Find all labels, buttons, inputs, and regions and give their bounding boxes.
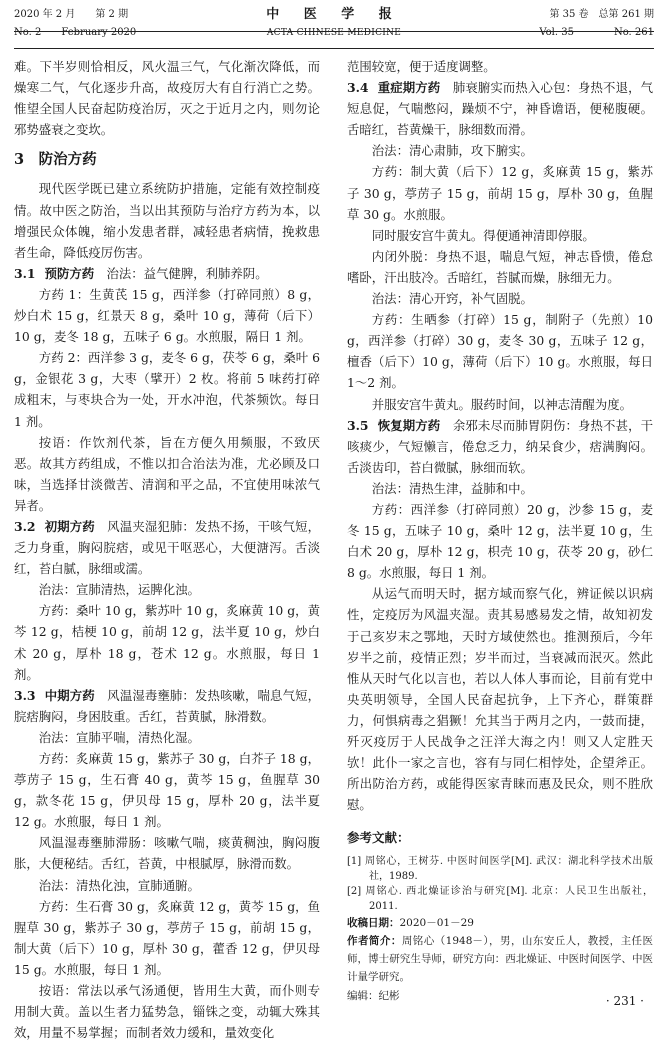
formula-text: 方药：生石膏 30 g，炙麻黄 12 g，黄芩 15 g，鱼腥草 30 g，紫苏子 30 g，葶苈子 15 g，前胡 15 g，制大黄（后下）10 g，厚朴 30 g，藿香 12 g，伊贝母 15 g。水煎服，每日 1 剂。 xyxy=(14,898,320,977)
formula-text: 方药：制大黄（后下）12 g，炙麻黄 15 g，紫苏子 30 g，葶苈子 15 g，前胡 15 g，厚朴 30 g，鱼腥草 30 g。水煎服。 xyxy=(347,164,653,222)
method-text: 治法：宣肺清热，运脾化浊。 xyxy=(38,582,200,598)
formula-1: 方药 1：生黄芪 15 g，西洋参（打碎同煎）8 g，炒白术 15 g，红景天 8 g，桑叶 10 g，薄荷（后下）10 g，麦冬 18 g，五味子 6 g。水煎服，隔日 1 剂。 xyxy=(14,286,320,345)
formula-text: 方药：炙麻黄 15 g，紫苏子 30 g，白芥子 18 g，葶苈子 15 g，生石膏 40 g，黄芩 15 g，鱼腥草 30 g，款冬花 15 g，伊贝母 15 g，厚朴 20 g，法半夏 12 g。水煎服，每日 1 剂。 xyxy=(14,751,320,830)
method-text: 治法：清热生津，益肺和中。 xyxy=(371,480,533,496)
reference-item: [2] 周铭心. 西北燥证诊治与研究[M]. 北京：人民卫生出版社，2011. xyxy=(347,886,653,913)
received-date: 收稿日期：2020－01－29 xyxy=(347,917,474,930)
left-column xyxy=(14,56,320,1043)
syndrome-paragraph: 内闭外脱：身热不退，喘息气短，神志昏愦，倦怠嗜卧，汗出肢冷。舌暗红，苔腻而燥，脉细无力。 xyxy=(347,248,653,285)
continued-text: 范围较宽，便于适度调整。 xyxy=(347,59,496,74)
addition-text: 并服安宫牛黄丸。服药时间，以神志清醒为度。 xyxy=(371,396,632,412)
syndrome-paragraph: 风温湿毒壅肺滞肠：咳嗽气喘，痰黄稠浊，胸闷腹胀，大便秘结。舌红，苔黄，中根腻厚，脉滑而数。 xyxy=(14,835,320,872)
method-text: 治法：清心肃肺，攻下腑实。 xyxy=(371,143,533,159)
formula-text: 方药：生晒参（打碎）15 g，制附子（先煎）10 g，西洋参（打碎）30 g，麦冬 30 g，五味子 12 g，檀香（后下）10 g，薄荷（后下）10 g。水煎服，每日 1～2 剂。 xyxy=(347,312,653,391)
author-bio: 作者简介：周铭心（1948－），男，山东安丘人，教授，主任医师，博士研究生导师，研究方向：西北燥证、中医时间医学、中医计量学研究。 xyxy=(347,935,653,984)
header-date-issue: 2020 年 2 月 第 2 期 xyxy=(14,9,129,20)
header-volume-en: Vol. 35 No. 261 xyxy=(539,27,654,38)
formula-text: 方药：西洋参（打碎同煎）20 g，沙参 15 g，麦冬 15 g，五味子 10 g，桑叶 12 g，法半夏 10 g，生白术 20 g，厚朴 12 g，枳壳 10 g，茯苓 20 g，砂仁 8 g。水煎服，每日 1 剂。 xyxy=(347,501,653,581)
section-heading: 3 防治方药 xyxy=(14,151,97,169)
page-number: · 231 · xyxy=(605,994,644,1008)
note-paragraph: 按语：常法以承气汤通便，皆用生大黄，而仆则专用制大黄。盖以生者力猛势急，锱铢之变，动辄大殊其效，用量不易掌握；而制者效力缓和，量效变化 xyxy=(14,983,320,1041)
method-text: 治法：宣肺平喘，清热化湿。 xyxy=(38,729,200,745)
method-text: 治法：清心开窍，补气固脱。 xyxy=(371,291,533,307)
section-intro: 现代医学既已建立系统防护措施，定能有效控制疫情。故中医之防治，当以出其预防与治疗方药为本，以增强民众体魄，缩小发患者群，减轻患者病情，挽救患者生命，降低疫厉伤害。 xyxy=(14,181,320,260)
formula-2: 方药 2：西洋参 3 g，麦冬 6 g，茯苓 6 g，桑叶 6 g，金银花 3 g，大枣（擘开）2 枚。将前 5 味药打碎成粗末，与枣块合为一处，开水冲泡，代茶频饮。每日 1 剂。 xyxy=(14,350,320,429)
subsection-3-5: 3.5 恢复期方药 余邪未尽而肺胃阴伤：身热不甚，干咳痰少，气短懒言，倦怠乏力，纳呆食少，痞满胸闷。舌淡齿印，苔白微腻，脉细而软。 xyxy=(347,417,654,475)
editor-credit: 编辑：纪彬 xyxy=(347,990,400,1003)
journal-title-en: ACTA CHINESE MEDICINE xyxy=(266,28,402,38)
right-column xyxy=(347,56,653,1008)
header-date-en: No. 2 February 2020 xyxy=(14,27,137,38)
formula-text: 方药：桑叶 10 g，紫苏叶 10 g，炙麻黄 10 g，黄芩 12 g，桔梗 10 g，前胡 12 g，法半夏 10 g，炒白术 20 g，厚朴 18 g，苍术 12 g。水煎服，每日 1 剂。 xyxy=(14,603,320,682)
addition-text: 同时服安宫牛黄丸。得便通神清即停服。 xyxy=(371,227,595,243)
conclusion-paragraph: 从运气而明天时，据方域而察气化，辨证候以识病性，定疫厉为风温夹湿。责其易感易发之情，故知初发于己亥岁末之鄂地，天时方域使然也。推测预后，今年岁半之前，疫情正烈；岁半而过，当衰减而泯灭。然此惟从天时气化以言也，若以人体人事而论，目前有党中央英明领导，全国人民奋起抗争，上下齐心，群策群力，何惧病毒之猖獗！允其当于两月之内，一鼓而捷，歼灭疫厉于人民战争之汪洋大海之内！则又人定胜天欤！此仆一家之言也，容有与同仁相悖处，企望斧正。所出防治方药，或能得医家青睐而惠及民众，则不胜欣慰。 xyxy=(347,586,653,813)
subsection-3-1: 3.1 预防方药 治法：益气健脾，利肺养阴。 xyxy=(14,265,268,281)
header-volume: 第 35 卷 总第 261 期 xyxy=(549,9,654,20)
subsection-3-3: 3.3 中期方药 风温湿毒壅肺：发热咳嗽，喘息气短，脘痞胸闷，身困肢重。舌红，苔黄腻，脉滑数。 xyxy=(14,687,321,724)
reference-item: [1] 周铭心，王树芬. 中医时间医学[M]. 武汉：湖北科学技术出版社，1989. xyxy=(347,856,653,883)
subsection-3-4: 3.4 重症期方药 肺衰腑实而热入心包：身热不退，气短息促，气喘憋闷，躁烦不宁，神昏谵语，便秘腹硬。舌暗红，苔黄燥干，脉细数而滑。 xyxy=(347,80,654,138)
header-rule-top xyxy=(14,31,654,32)
subsection-3-2: 3.2 初期方药 风温夹湿犯肺：发热不扬，干咳气短，乏力身重，胸闷脘痞，或见干呕恶心，大便溏泻。舌淡红，苔白腻，脉细或濡。 xyxy=(14,518,321,577)
header-rule-bottom xyxy=(14,48,654,49)
references-heading: 参考文献： xyxy=(347,830,410,846)
running-header xyxy=(14,8,654,48)
intro-paragraph: 难。下半岁则恰相反，风火温三气，气化渐次降低，而燥寒二气，气化逐步升高，故疫厉大有自行消亡之势。惟望全国人民奋起防疫治厉，灭之于近月之内，则勿论邪势盛衰之变坎。 xyxy=(14,59,320,138)
method-text: 治法：清热化浊，宣肺通腑。 xyxy=(38,877,200,893)
note-paragraph: 按语：作饮剂代茶，旨在方便久用频服，不致厌恶。故其方药组成，不惟以扣合治法为准，尤必顾及口味，当选择甘淡微苦、清润和平之品，不宜使用味浓气异者。 xyxy=(14,434,320,513)
journal-title-cn: 中 医 学 报 xyxy=(266,7,402,22)
